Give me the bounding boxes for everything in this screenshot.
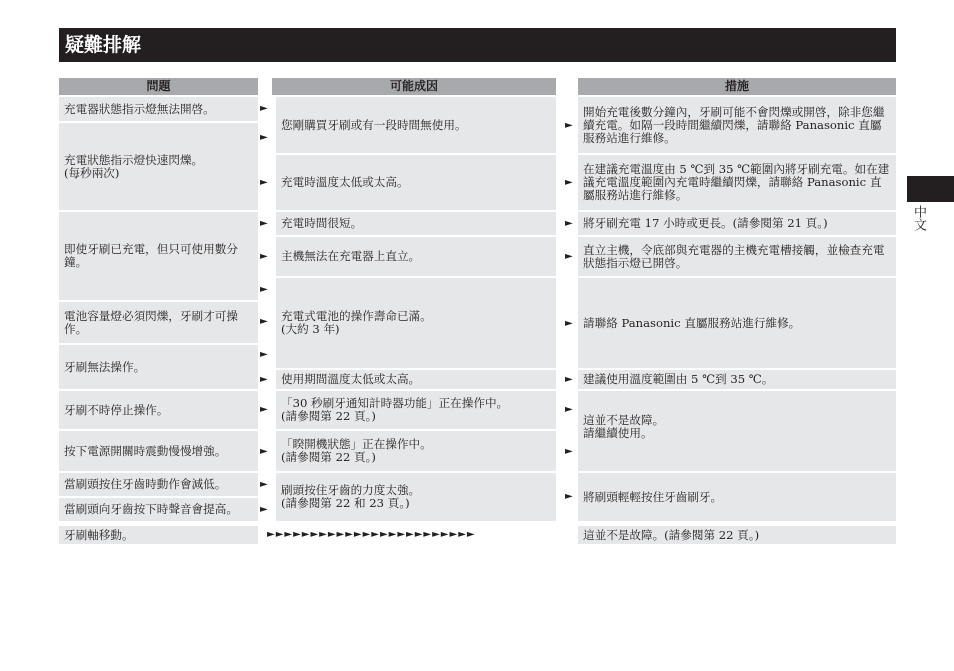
problem-cell: 牙刷無法操作。	[59, 345, 258, 389]
language-tab	[907, 176, 954, 202]
arrow-icon: ►	[260, 504, 268, 515]
action-cell: 將牙刷充電 17 小時或更長。(請參閱第 21 頁。)	[578, 212, 896, 235]
arrow-icon: ►	[565, 491, 573, 502]
action-cell: 建議使用溫度範圍由 5 ℃到 35 ℃。	[578, 370, 896, 389]
arrow-icon: ►	[565, 446, 573, 457]
cause-cell: 使用期間溫度太低或太高。	[276, 370, 556, 389]
arrow-icon: ►	[260, 316, 268, 327]
arrow-icon: ►	[260, 479, 268, 490]
language-label: 中文	[911, 205, 926, 231]
problem-cell: 牙刷不時停止操作。	[59, 391, 258, 429]
arrow-icon: ►	[565, 251, 573, 262]
arrow-icon: ►	[260, 251, 268, 262]
action-cell: 直立主機，令底部與充電器的主機充電槽接觸，並檢查充電狀態指示燈已開啓。	[578, 237, 896, 276]
cause-cell: 刷頭按住牙齒的力度太強。 (請參閱第 22 和 23 頁。)	[276, 473, 556, 521]
problem-cell: 充電狀態指示燈快速閃爍。 (每秒兩次)	[59, 123, 258, 210]
arrow-icon: ►	[260, 103, 268, 114]
arrow-icon: ►	[565, 218, 573, 229]
header-cause: 可能成因	[272, 78, 556, 95]
header-problem: 問題	[59, 78, 258, 95]
cause-cell: 「30 秒刷牙通知計時器功能」正在操作中。 (請參閱第 22 頁。)	[276, 391, 556, 429]
problem-cell: 牙刷軸移動。	[59, 526, 258, 544]
problem-cell: 當刷頭按住牙齒時動作會減低。	[59, 473, 258, 496]
cause-cell: 主機無法在充電器上直立。	[276, 237, 556, 276]
arrow-icon: ►	[565, 374, 573, 385]
action-cell: 開始充電後數分鐘內，牙刷可能不會閃爍或開啓，除非您繼續充電。如隔一段時間繼續閃爍，請聯絡 Panasonic 直屬服務站進行維修。	[578, 97, 896, 153]
arrow-icon: ►	[565, 404, 573, 415]
problem-cell: 充電器狀態指示燈無法開啓。	[59, 97, 258, 121]
arrow-icon: ►	[260, 446, 268, 457]
cause-cell: 充電時間很短。	[276, 212, 556, 235]
page-title: 疑難排解	[59, 28, 896, 62]
arrow-icon: ►	[260, 218, 268, 229]
header-action: 措施	[578, 78, 896, 95]
arrow-icon: ►	[260, 132, 268, 143]
arrow-icon: ►	[260, 404, 268, 415]
action-cell: 這並不是故障。 請繼續使用。	[578, 391, 896, 471]
arrow-icon: ►	[260, 177, 268, 188]
arrow-icon: ►	[565, 177, 573, 188]
problem-cell: 按下電源開關時震動慢慢增強。	[59, 431, 258, 471]
cause-cell: 充電式電池的操作壽命已滿。 (大約 3 年)	[276, 278, 556, 368]
arrow-icon: ►	[260, 349, 268, 360]
action-cell: 這並不是故障。(請參閱第 22 頁。)	[578, 526, 896, 544]
arrow-icon: ►	[260, 374, 268, 385]
arrow-icon: ►	[565, 318, 573, 329]
arrow-icon: ►	[260, 284, 268, 295]
problem-cell: 即使牙刷已充電，但只可使用數分鐘。	[59, 212, 258, 300]
cause-cell: 充電時溫度太低或太高。	[276, 155, 556, 210]
action-cell: 在建議充電溫度由 5 ℃到 35 ℃範圍內將牙刷充電。如在建議充電溫度範圍內充電時繼續閃爍，請聯絡 Panasonic 直屬服務站進行維修。	[578, 155, 896, 210]
arrow-chain: ►►►►►►►►►►►►►►►►►►►►►►►►	[267, 529, 476, 540]
action-cell: 將刷頭輕輕按住牙齒刷牙。	[578, 473, 896, 521]
problem-cell: 當刷頭向牙齒按下時聲音會提高。	[59, 498, 258, 521]
arrow-icon: ►	[565, 120, 573, 131]
action-cell: 請聯絡 Panasonic 直屬服務站進行維修。	[578, 278, 896, 368]
problem-cell: 電池容量燈必須閃爍，牙刷才可操作。	[59, 302, 258, 343]
cause-cell: 「睽開機狀態」正在操作中。 (請參閱第 22 頁。)	[276, 431, 556, 471]
cause-cell: 您剛購買牙刷或有一段時間無使用。	[276, 97, 556, 153]
